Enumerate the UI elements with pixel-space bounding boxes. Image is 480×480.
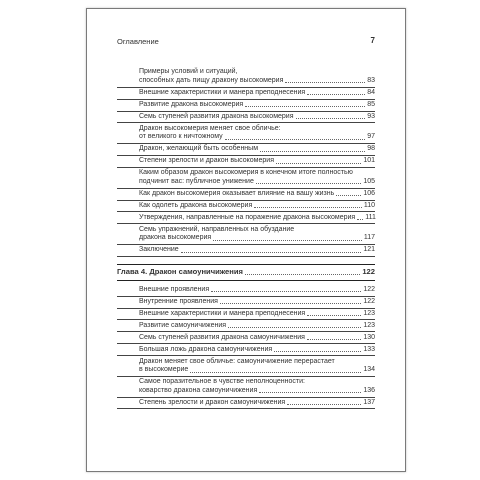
- toc-entry-text: Семь ступеней развития дракона высокомерия: [139, 112, 294, 120]
- book-page: [86, 8, 406, 472]
- dot-leader: [190, 372, 361, 373]
- dot-leader: [213, 240, 362, 241]
- toc-entry: [117, 100, 375, 112]
- dot-leader: [357, 219, 363, 220]
- dot-leader: [220, 303, 361, 304]
- toc-page-number: 97: [367, 133, 375, 141]
- toc-page-number: 85: [367, 100, 375, 108]
- toc-page-number: 121: [363, 246, 375, 254]
- toc-entry: [117, 168, 375, 189]
- dot-leader: [336, 195, 361, 196]
- toc-entry-text: Примеры условий и ситуаций,: [139, 68, 238, 76]
- toc-entry: [117, 212, 375, 224]
- toc-page-number: 134: [363, 366, 375, 374]
- toc-page-number: 122: [362, 266, 375, 276]
- dot-leader: [254, 207, 362, 208]
- toc-entry-text: дракона высокомерия: [139, 234, 212, 242]
- toc-entry-text: Внешние характеристики и манера преподнесения: [139, 309, 306, 317]
- dot-leader: [287, 404, 361, 405]
- toc-page-number: 123: [363, 309, 375, 317]
- dot-leader: [259, 392, 361, 393]
- toc-entry: [117, 309, 375, 321]
- toc-entry: [117, 201, 375, 213]
- toc-entry-text: Заключение: [139, 246, 179, 254]
- toc-entry: [117, 144, 375, 156]
- dot-leader: [296, 118, 366, 119]
- toc-entry: [117, 112, 375, 124]
- toc-page-number: 84: [367, 88, 375, 96]
- toc-entry: [117, 356, 375, 377]
- table-of-contents: [117, 67, 375, 409]
- running-title: Оглавление: [117, 37, 159, 46]
- toc-page-number: 122: [363, 285, 375, 293]
- toc-entry-text: в высокомерие: [139, 366, 189, 374]
- toc-entry: [117, 398, 375, 410]
- toc-entry: [117, 297, 375, 309]
- toc-page-number: 133: [363, 345, 375, 353]
- toc-entry: [117, 224, 375, 245]
- toc-entry-text: Глава 4. Дракон самоуничижения: [117, 266, 243, 276]
- dot-leader: [245, 106, 365, 107]
- toc-entry-text: Дракон, желающий быть особенным: [139, 145, 259, 153]
- page-header: [117, 37, 375, 49]
- toc-entry: [117, 320, 375, 332]
- toc-page-number: 123: [363, 321, 375, 329]
- toc-entry-text: Развитие дракона высокомерия: [139, 100, 244, 108]
- toc-page-number: 136: [363, 386, 375, 394]
- dot-leader: [276, 163, 361, 164]
- toc-page-number: 122: [363, 297, 375, 305]
- toc-entry-text: Дракон меняет свое обличье: самоуничижение перерастает: [139, 357, 335, 365]
- toc-entry-text: Утверждения, направленные на поражение дракона высокомерия: [139, 213, 356, 221]
- toc-entry: [117, 189, 375, 201]
- toc-entry-text: Как одолеть дракона высокомерия: [139, 201, 253, 209]
- dot-leader: [307, 315, 361, 316]
- toc-entry-text: Внешние характеристики и манера преподнесения: [139, 88, 306, 96]
- toc-entry: [117, 377, 375, 398]
- dot-leader: [307, 94, 365, 95]
- toc-page-number: 117: [363, 234, 375, 242]
- toc-entry-text: Большая ложь дракона самоуничижения: [139, 345, 273, 353]
- toc-entry: [117, 123, 375, 144]
- toc-chapter-entry: [117, 264, 375, 281]
- dot-leader: [256, 183, 361, 184]
- dot-leader: [307, 339, 361, 340]
- toc-entry-text: способных дать пищу дракону высокомерия: [139, 76, 284, 84]
- dot-leader: [245, 274, 360, 275]
- toc-entry: [117, 344, 375, 356]
- toc-entry: [117, 67, 375, 88]
- toc-entry-text: Степень зрелости и дракон самоуничижения: [139, 398, 286, 406]
- toc-page-number: 101: [363, 157, 375, 165]
- toc-entry: [117, 156, 375, 168]
- dot-leader: [260, 151, 365, 152]
- toc-page-number: 111: [365, 213, 376, 221]
- toc-page-number: 98: [367, 145, 375, 153]
- toc-page-number: 93: [367, 112, 375, 120]
- toc-entry-text: коварство дракона самоуничижения: [139, 386, 258, 394]
- dot-leader: [211, 291, 361, 292]
- toc-page-number: 83: [367, 76, 375, 84]
- toc-entry-text: Самое поразительное в чувстве неполноценности:: [139, 378, 305, 386]
- toc-entry-text: Дракон высокомерия меняет свое обличье:: [139, 124, 281, 132]
- toc-page-number: 105: [363, 177, 375, 185]
- dot-leader: [285, 82, 365, 83]
- dot-leader: [274, 351, 361, 352]
- toc-page-number: 110: [363, 201, 375, 209]
- toc-entry: [117, 245, 375, 257]
- toc-entry-text: Внутренние проявления: [139, 297, 218, 305]
- toc-entry-text: подчинит вас: публичное унижение: [139, 177, 254, 185]
- page-number: 7: [370, 36, 375, 45]
- toc-page-number: 137: [363, 398, 375, 406]
- toc-page-number: 106: [363, 189, 375, 197]
- toc-entry-text: Степени зрелости и дракон высокомерия: [139, 157, 274, 165]
- toc-entry-text: Развитие самоуничижения: [139, 321, 227, 329]
- toc-entry: [117, 88, 375, 100]
- dot-leader: [228, 327, 361, 328]
- toc-entry-text: Каким образом дракон высокомерия в конечном итоге полностью: [139, 169, 353, 177]
- toc-entry: [117, 332, 375, 344]
- toc-entry-text: Как дракон высокомерия оказывает влияние на вашу жизнь: [139, 189, 335, 197]
- toc-entry-text: Семь упражнений, направленных на обуздание: [139, 225, 295, 233]
- toc-entry-text: Внешние проявления: [139, 285, 210, 293]
- toc-entry: [117, 285, 375, 297]
- toc-entry-text: от великого к ничтожному: [139, 133, 223, 141]
- toc-entry-text: Семь ступеней развития дракона самоуничижения: [139, 333, 305, 341]
- dot-leader: [225, 139, 366, 140]
- toc-page-number: 130: [363, 333, 375, 341]
- dot-leader: [181, 252, 362, 253]
